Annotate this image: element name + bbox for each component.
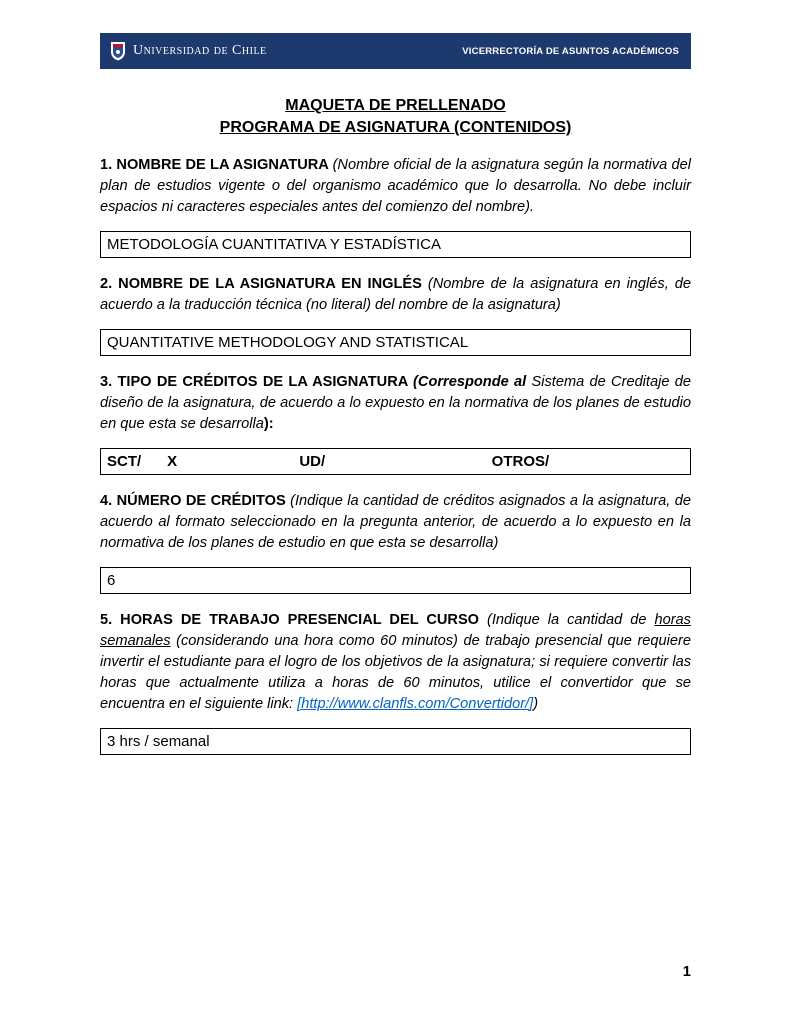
section-5-heading: [100, 610, 691, 715]
section-4-description: (Indique la cantidad de créditos asignados a la asignatura, de acuerdo al formato seleccionado en la pregunta anterior, de acuerdo a lo expuesto en la normativa de los planes de estudio en que esta se desarrolla): [100, 493, 691, 551]
ud-group: [299, 451, 491, 472]
section-5-description-3: ): [533, 696, 539, 712]
weekly-hours-field[interactable]: [100, 728, 691, 755]
section-4-heading: [100, 491, 691, 554]
section-3-label: 3. TIPO DE CRÉDITOS DE LA ASIGNATURA: [100, 374, 414, 390]
section-1-label: 1. NOMBRE DE LA ASIGNATURA: [100, 157, 333, 173]
section-3-description-close: ):: [263, 416, 274, 432]
otros-group: [492, 451, 684, 472]
section-2-heading: [100, 274, 691, 316]
sct-label: SCT/: [107, 453, 142, 470]
credit-number-value: 6: [107, 572, 116, 589]
convertidor-link[interactable]: http://www.clanfls.com/Convertidor/: [301, 696, 530, 712]
ud-label: UD/: [299, 453, 326, 470]
page-number: 1: [682, 963, 691, 980]
section-5-description-1: (Indique la cantidad de: [487, 612, 655, 628]
university-name: Universidad de Chile: [133, 43, 267, 58]
section-3-description-bold: (Corresponde al: [413, 374, 532, 390]
course-name-english-value: QUANTITATIVE METHODOLOGY AND STATISTICAL: [107, 334, 469, 351]
sct-value[interactable]: X: [167, 453, 178, 470]
title-line-1: MAQUETA DE PRELLENADO: [285, 97, 506, 114]
section-3-description: Sistema de Creditaje de diseño de la asignatura, de acuerdo a lo expuesto en la normativa de los planes de estudio en que esta se desarrolla: [100, 374, 691, 432]
section-1-heading: [100, 155, 691, 218]
section-5-description-2: (considerando una hora como 60 minutos) de trabajo presencial que requiere invertir el estudiante para el logro de los objetivos de la asignatura; si requiere convertir las horas que actualmente utiliza a horas de 60 minutos, utilice el convertidor que se encuentra en el siguiente link:: [100, 633, 691, 712]
section-5-label: 5. HORAS DE TRABAJO PRESENCIAL DEL CURSO: [100, 612, 488, 628]
otros-value[interactable]: [575, 451, 595, 472]
title-line-2: PROGRAMA DE ASIGNATURA (CONTENIDOS): [219, 119, 572, 136]
course-name-value: METODOLOGÍA CUANTITATIVA Y ESTADÍSTICA: [107, 236, 441, 253]
header-bar: [100, 33, 691, 69]
section-2-label: 2. NOMBRE DE LA ASIGNATURA EN INGLÉS: [100, 276, 428, 292]
ud-value[interactable]: [351, 451, 371, 472]
bracket-open: [: [297, 696, 302, 712]
document-title: [100, 95, 691, 139]
section-5-underlined-text: horas semanales: [100, 612, 691, 649]
course-name-field[interactable]: [100, 231, 691, 258]
weekly-hours-value: 3 hrs / semanal: [107, 733, 210, 750]
otros-label: OTROS/: [491, 453, 550, 470]
university-shield-icon: [110, 41, 126, 61]
section-2-description: (Nombre de la asignatura en inglés, de acuerdo a la traducción técnica (no literal) del nombre de la asignatura): [100, 276, 691, 313]
bracket-close: ]: [529, 696, 534, 712]
credit-type-field[interactable]: [100, 448, 691, 475]
section-1-description: (Nombre oficial de la asignatura según la normativa del plan de estudios vigente o del organismo académico que lo desarrolla. No debe incluir espacios ni caracteres especiales antes del comienzo del nombre).: [100, 157, 691, 215]
university-logo: [110, 41, 267, 61]
section-3-heading: [100, 372, 691, 435]
department-name: VICERRECTORÍA DE ASUNTOS ACADÉMICOS: [462, 45, 679, 57]
credit-number-field[interactable]: [100, 567, 691, 594]
course-name-english-field[interactable]: [100, 329, 691, 356]
section-4-label: 4. NÚMERO DE CRÉDITOS: [100, 493, 291, 509]
sct-group: [107, 451, 299, 472]
